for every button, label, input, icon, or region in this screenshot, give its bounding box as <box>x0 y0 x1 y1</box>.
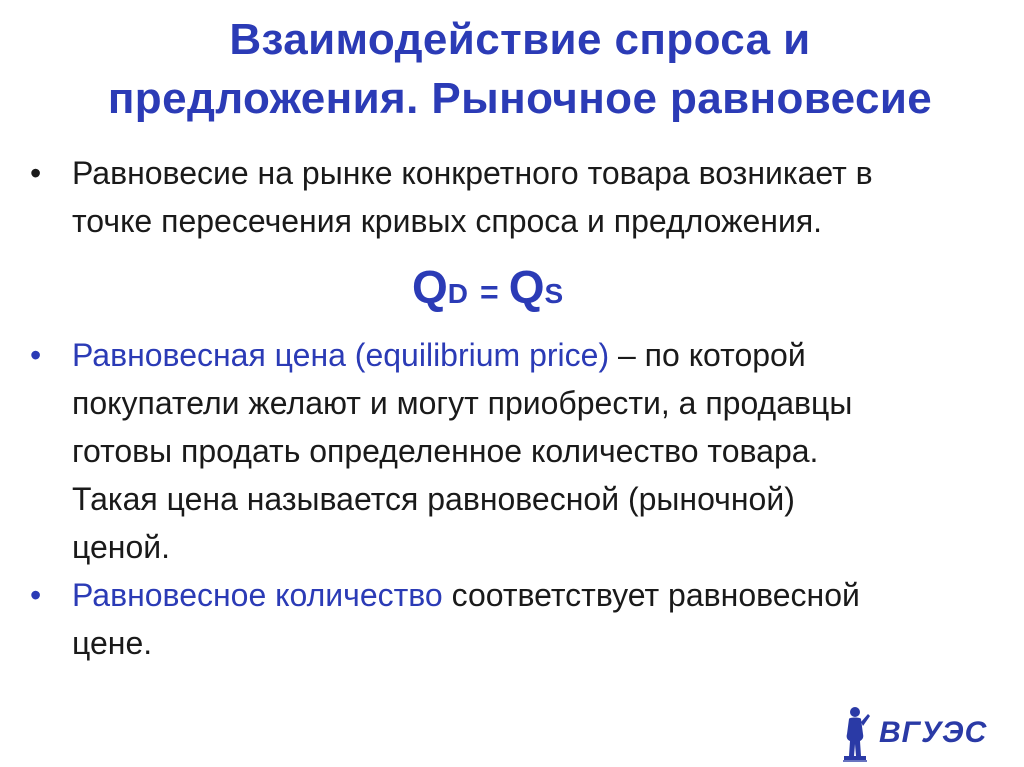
logo-wordmark: ВГУЭС <box>879 716 988 749</box>
slide-title-line-2: предложения. Рыночное равновесие <box>107 74 933 123</box>
slide-title-line-1: Взаимодействие спроса и <box>229 15 811 64</box>
bullet-body <box>72 571 990 667</box>
slide-title <box>20 10 1020 128</box>
bullet-text-line: точке пересечения кривых спроса и предложения. <box>72 203 823 239</box>
bullet-text-line <box>72 571 990 619</box>
bullet-text-line: покупатели желают и могут приобрести, а продавцы <box>72 385 853 421</box>
bullet-text-line: цене. <box>72 625 153 661</box>
bullet-text-line: Такая цена называется равновесной (рыночной) <box>72 481 795 517</box>
bullet-marker: • <box>30 577 42 613</box>
formula-demand-subscript: D <box>447 278 469 309</box>
bullet-text-line <box>72 331 990 379</box>
university-logo <box>835 700 995 762</box>
bullet-body <box>72 331 990 571</box>
formula-supply-subscript: S <box>544 278 564 309</box>
formula-quantity-demanded-symbol: Q <box>412 261 448 313</box>
bullet-marker: • <box>30 337 42 373</box>
bullet-equilibrium-definition <box>30 149 990 245</box>
equilibrium-formula <box>412 256 632 318</box>
bullet-highlight-term: Равновесное количество <box>72 577 443 613</box>
bullet-text-line: готовы продать определенное количество товара. <box>72 433 819 469</box>
bullet-equilibrium-price <box>30 331 990 571</box>
bullet-text-continuation: – по которой <box>609 337 806 373</box>
bullet-highlight-term: Равновесная цена (equilibrium price) <box>72 337 610 373</box>
bullet-equilibrium-quantity <box>30 571 990 667</box>
statue-figure-icon <box>843 707 870 762</box>
formula-quantity-supplied-symbol: Q <box>508 261 545 313</box>
bullet-text-line: Равновесие на рынке конкретного товара возникает в <box>72 155 873 191</box>
bullet-text-line: ценой. <box>72 529 170 565</box>
bullet-marker: • <box>30 155 42 191</box>
bullet-text-continuation: соответствует равновесной <box>442 577 860 613</box>
formula-equals-sign: = <box>480 274 499 310</box>
bullet-body <box>72 149 990 245</box>
